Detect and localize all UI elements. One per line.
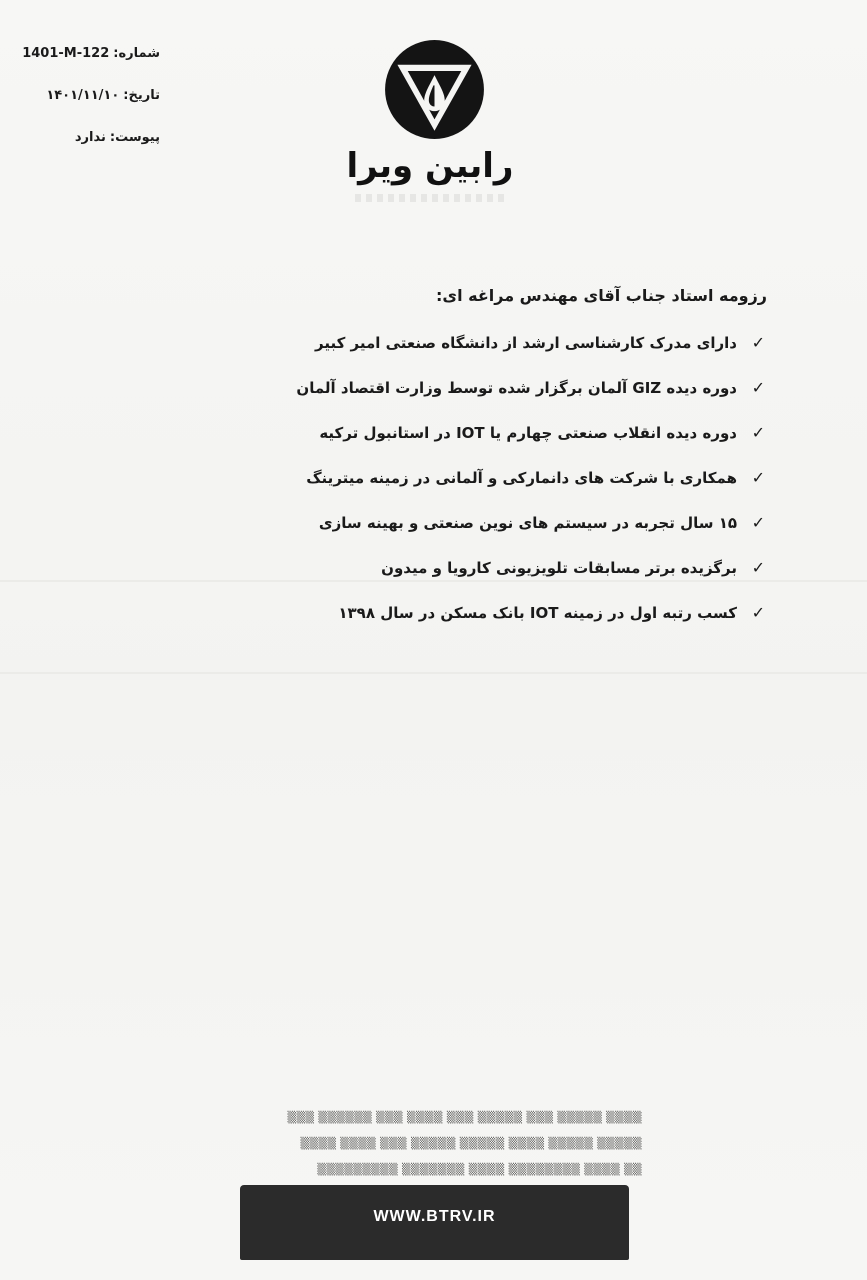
meta-number: شماره:1401-M-122: [22, 46, 160, 61]
resume-item: [245, 375, 765, 420]
footer-address-faded: ▒▒ ▒▒▒▒ ▒▒▒▒▒▒▒▒ ▒▒▒▒ ▒▒▒▒▒▒▒ ▒▒▒▒▒▒▒▒▒: [317, 1163, 642, 1176]
resume-item: [245, 555, 765, 600]
company-logo-icon: [383, 38, 486, 141]
meta-date: تاریخ:۱۴۰۱/۱۱/۱۰: [46, 88, 160, 103]
resume-list: [245, 330, 765, 645]
resume-item-text: همکاری با شرکت های دانمارکی و آلمانی در زمینه میترینگ: [306, 469, 737, 487]
letter-meta: [20, 42, 160, 168]
resume-item: [245, 330, 765, 375]
resume-item-text: دوره دیده GIZ آلمان برگزار شده توسط وزارت اقتصاد آلمان: [296, 379, 737, 397]
meta-attachment: پیوست:ندارد: [74, 130, 160, 145]
footer-address-faded: ▒▒▒▒▒ ▒▒▒▒▒ ▒▒▒▒ ▒▒▒▒▒ ▒▒▒▒▒ ▒▒▒ ▒▒▒▒ ▒▒▒▒: [300, 1137, 642, 1150]
checkmark-icon: ✓: [751, 513, 765, 532]
checkmark-icon: ✓: [751, 423, 765, 442]
resume-item-text: ۱۵ سال تجربه در سیستم های نوین صنعتی و بهینه سازی: [318, 514, 737, 532]
footer-address-faded: ▒▒▒▒ ▒▒▒▒▒ ▒▒▒ ▒▒▒▒▒ ▒▒▒ ▒▒▒▒ ▒▒▒ ▒▒▒▒▒▒ ▒▒▒: [287, 1111, 642, 1124]
checkmark-icon: ✓: [751, 558, 765, 577]
resume-item: [245, 465, 765, 510]
footer-address-block: [242, 1108, 642, 1186]
resume-item-text: دوره دیده انقلاب صنعتی چهارم یا IOT در استانبول ترکیه: [319, 424, 737, 442]
resume-item-text: برگزیده برتر مسابقات تلویزیونی کارویا و میدون: [381, 559, 737, 577]
resume-item-text: کسب رتبه اول در زمینه IOT بانک مسکن در سال ۱۳۹۸: [338, 604, 737, 622]
checkmark-icon: ✓: [751, 378, 765, 397]
checkmark-icon: ✓: [751, 468, 765, 487]
resume-item: [245, 510, 765, 555]
checkmark-icon: ✓: [751, 603, 765, 622]
resume-item-text: دارای مدرک کارشناسی ارشد از دانشگاه صنعتی امیر کبیر: [315, 334, 737, 352]
footer-bar: [240, 1185, 629, 1260]
resume-item: [245, 420, 765, 465]
checkmark-icon: ✓: [751, 333, 765, 352]
paper-fold: [0, 672, 867, 674]
website-link[interactable]: WWW.BTRV.IR: [373, 1208, 496, 1225]
brand-tagline-faded: [355, 194, 505, 202]
brand-name: رابین ویرا: [346, 146, 514, 186]
resume-item: [245, 600, 765, 645]
resume-title: رزومه استاد جناب آقای مهندس مراغه ای:: [436, 286, 767, 305]
